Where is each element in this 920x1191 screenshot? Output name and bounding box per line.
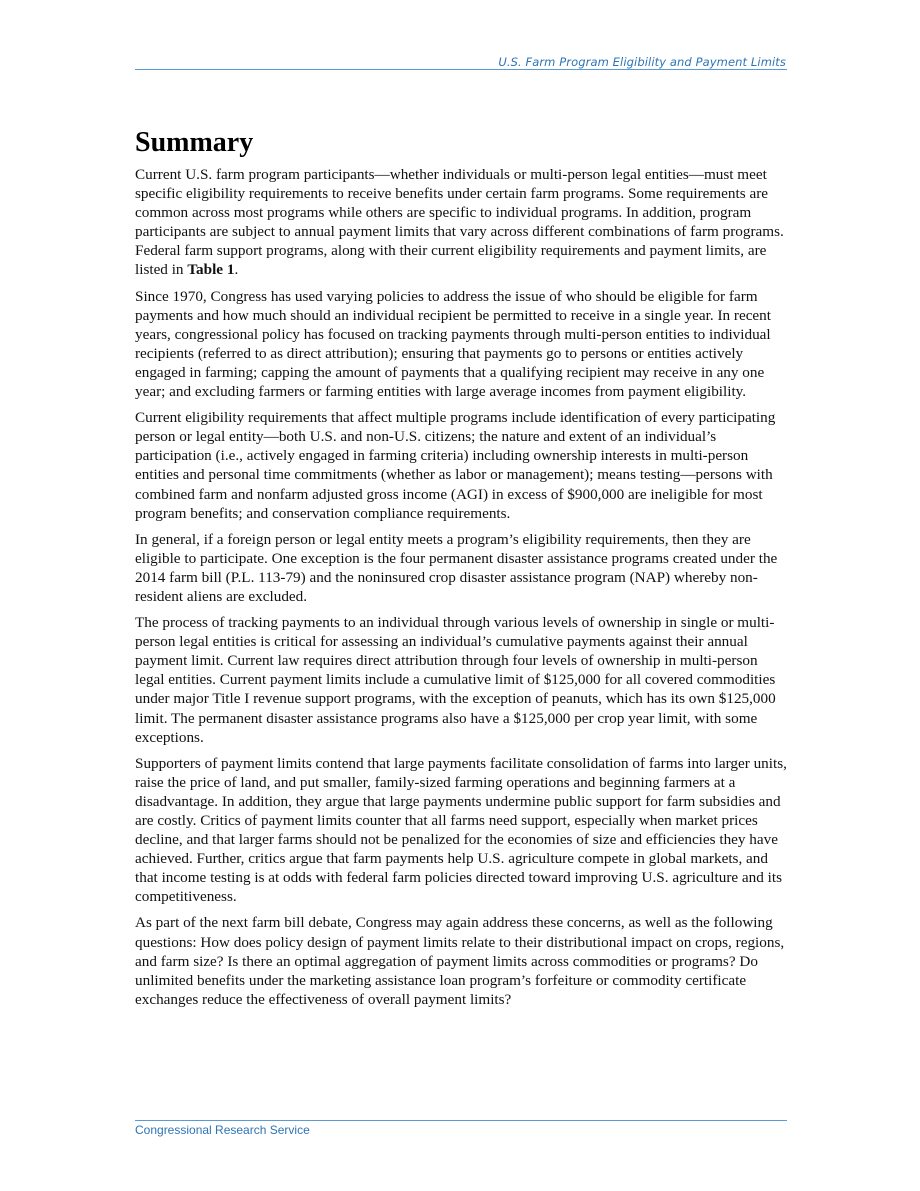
paragraph-3: Current eligibility requirements that affect multiple programs include identification of every participating person or legal entity—both U.S. and non-U.S. citizens; the nature and extent of an individual’s participation (i.e., actively engaged in farming criteria) including ownership interests in multi-person entities and personal time commitments (whether as labor or management); means testing—persons with combined farm and nonfarm adjusted gross income (AGI) in excess of $900,000 are ineligible for most program benefits; and conservation compliance requirements.	[135, 409, 776, 522]
summary-section	[135, 127, 787, 1016]
paragraph-2: Since 1970, Congress has used varying policies to address the issue of who should be eligible for farm payments and how much should an individual recipient be permitted to receive in a single year. In recent years, congressional policy has focused on tracking payments through multi-person entities to individual recipients (referred to as direct attribution); ensuring that payments go to persons or entities actively engaged in farming; capping the amount of payments that a qualifying recipient may receive in any one year; and excluding farmers or farming entities with large average incomes from payment eligibility.	[135, 287, 771, 401]
paragraph-6: Supporters of payment limits contend that large payments facilitate consolidation of farms into larger units, raise the price of land, and put smaller, family-sized farming operations and beginning farmers at a disadvantage. In addition, they argue that large payments undermine public support for farm subsidies and are costly. Critics of payment limits counter that all farms need support, especially when market prices decline, and that larger farms should not be penalized for the economies of size and efficiencies they have achieved. Further, critics argue that farm payments help U.S. agriculture compete in global markets, and that income testing is at odds with federal farm policies directed toward improving U.S. agriculture and its competitiveness.	[135, 754, 787, 906]
footer-divider	[135, 1120, 787, 1121]
paragraph-1-end: .	[234, 261, 239, 279]
header-divider	[135, 69, 787, 70]
paragraph-7: As part of the next farm bill debate, Congress may again address these concerns, as well as the following questions: How does policy design of payment limits relate to their distributional impact on crops, regions, and farm size? Is there an optimal aggregation of payment limits across commodities or programs? Do unlimited benefits under the marketing assistance loan program’s forfeiture or commodity certificate exchanges reduce the effectiveness of overall payment limits?	[135, 914, 785, 1008]
paragraph-1	[135, 165, 787, 280]
paragraph-5: The process of tracking payments to an individual through various levels of ownership in single or multi-person legal entities is critical for assessing an individual’s cumulative payments against their annual payment limit. Current law requires direct attribution through four levels of ownership in multi-person legal entities. Current payment limits include a cumulative limit of $125,000 for all covered commodities under major Title I revenue support programs, with the exception of peanuts, which has its own $125,000 limit. The permanent disaster assistance programs also have a $125,000 per crop year limit, with some exceptions.	[135, 614, 776, 746]
section-heading: Summary	[135, 127, 254, 158]
table-reference: Table 1	[187, 261, 235, 279]
running-header: U.S. Farm Program Eligibility and Payment Limits	[498, 55, 786, 69]
footer-publisher: Congressional Research Service	[135, 1123, 310, 1137]
paragraph-4: In general, if a foreign person or legal entity meets a program’s eligibility requirements, then they are eligible to participate. One exception is the four permanent disaster assistance programs created under the 2014 farm bill (P.L. 113-79) and the noninsured crop disaster assistance program (NAP) whereby non-resident aliens are excluded.	[135, 530, 778, 605]
paragraph-1-text: Current U.S. farm program participants—whether individuals or multi-person legal entities—must meet specific eligibility requirements to receive benefits under certain farm programs. Some requirements are common across most programs while others are specific to individual programs. In addition, program participants are subject to annual payment limits that vary across different combinations of farm programs. Federal farm support programs, along with their current eligibility requirements and payment limits, are listed in	[135, 166, 784, 279]
